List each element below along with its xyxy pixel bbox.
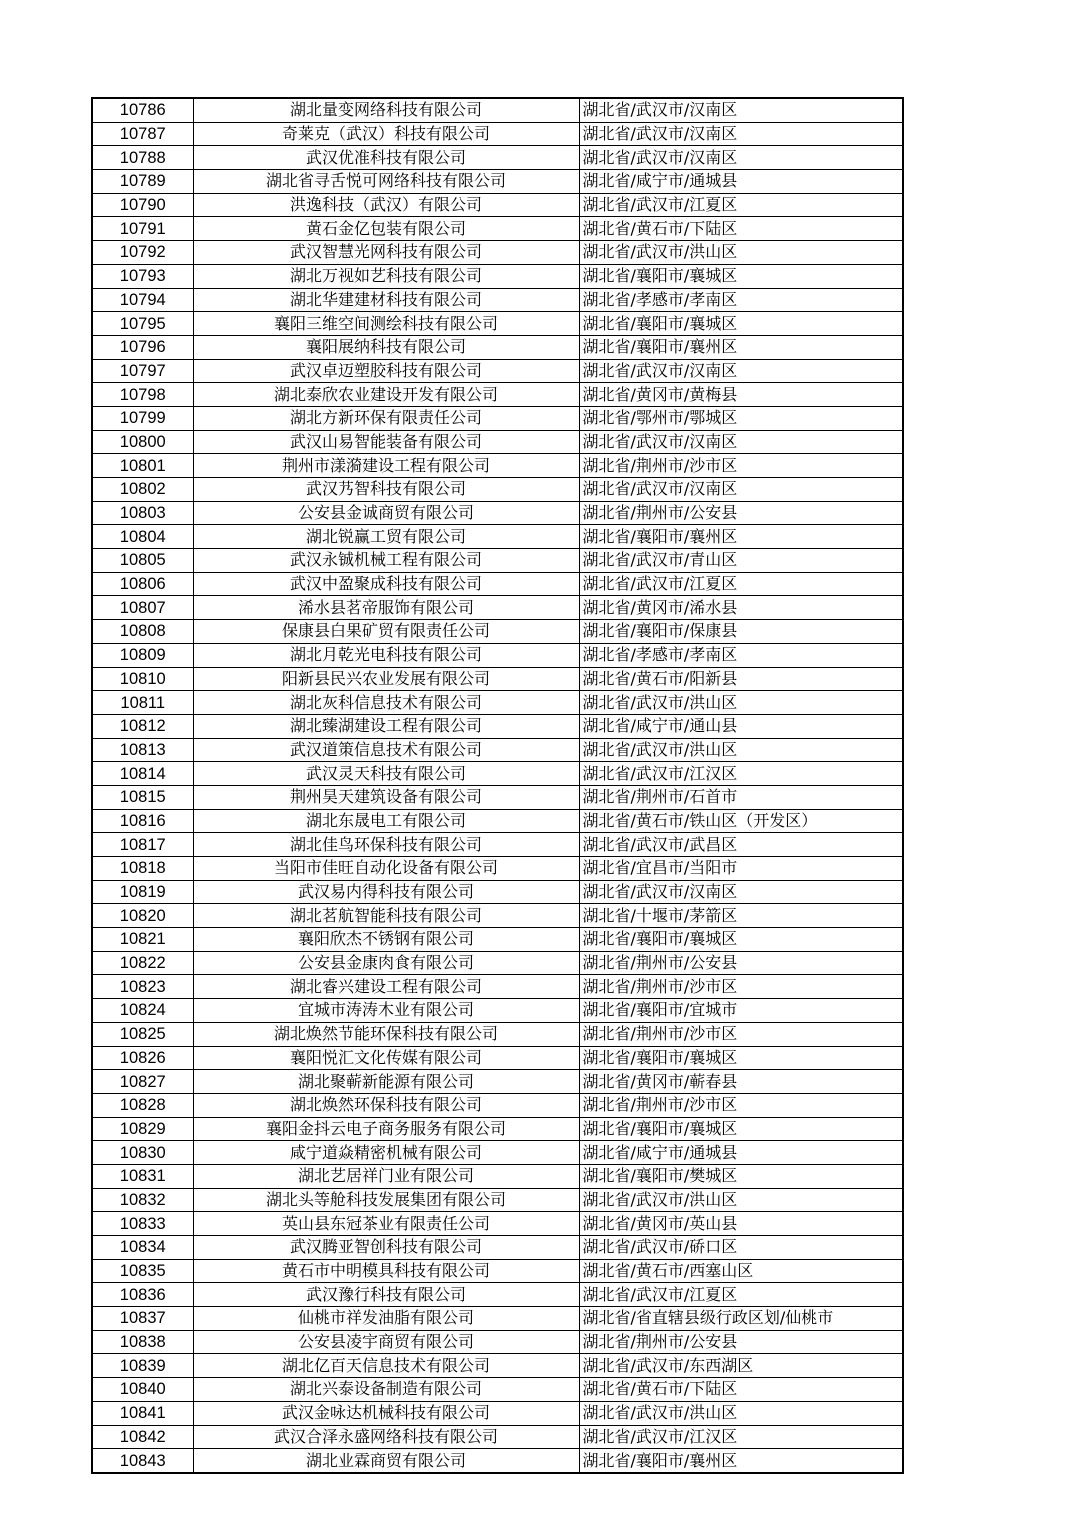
company-name-cell: 湖北月乾光电科技有限公司 — [193, 643, 579, 667]
region-cell: 湖北省/襄阳市/宜城市 — [579, 999, 903, 1023]
row-number-cell: 10834 — [92, 1236, 193, 1260]
table-row — [92, 549, 903, 573]
company-name-cell: 武汉道策信息技术有限公司 — [193, 738, 579, 762]
row-number-cell: 10818 — [92, 857, 193, 881]
region-cell: 湖北省/襄阳市/襄城区 — [579, 1117, 903, 1141]
region-cell: 湖北省/荆州市/沙市区 — [579, 454, 903, 478]
company-name-cell: 湖北方新环保有限责任公司 — [193, 406, 579, 430]
table-row — [92, 1236, 903, 1260]
company-name-cell: 阳新县民兴农业发展有限公司 — [193, 667, 579, 691]
row-number-cell: 10807 — [92, 596, 193, 620]
row-number-cell: 10802 — [92, 478, 193, 502]
region-cell: 湖北省/武汉市/江汉区 — [579, 762, 903, 786]
table-row — [92, 1449, 903, 1473]
row-number-cell: 10832 — [92, 1188, 193, 1212]
row-number-cell: 10796 — [92, 335, 193, 359]
region-cell: 湖北省/武汉市/洪山区 — [579, 1188, 903, 1212]
table-row — [92, 264, 903, 288]
company-name-cell: 湖北东晟电工有限公司 — [193, 809, 579, 833]
table-row — [92, 857, 903, 881]
table-row — [92, 312, 903, 336]
table-row — [92, 620, 903, 644]
row-number-cell: 10786 — [92, 98, 193, 122]
company-name-cell: 武汉中盈聚成科技有限公司 — [193, 572, 579, 596]
region-cell: 湖北省/黄石市/下陆区 — [579, 1378, 903, 1402]
table-row — [92, 122, 903, 146]
table-row — [92, 667, 903, 691]
region-cell: 湖北省/武汉市/汉南区 — [579, 146, 903, 170]
table-row — [92, 1378, 903, 1402]
region-cell: 湖北省/荆州市/公安县 — [579, 1330, 903, 1354]
row-number-cell: 10839 — [92, 1354, 193, 1378]
row-number-cell: 10841 — [92, 1401, 193, 1425]
region-cell: 湖北省/黄石市/铁山区（开发区） — [579, 809, 903, 833]
row-number-cell: 10795 — [92, 312, 193, 336]
company-name-cell: 襄阳欣杰不锈钢有限公司 — [193, 928, 579, 952]
region-cell: 湖北省/襄阳市/襄城区 — [579, 928, 903, 952]
table-row — [92, 1093, 903, 1117]
company-name-cell: 湖北锐赢工贸有限公司 — [193, 525, 579, 549]
region-cell: 湖北省/黄石市/西塞山区 — [579, 1259, 903, 1283]
region-cell: 湖北省/武汉市/硚口区 — [579, 1236, 903, 1260]
company-name-cell: 武汉山易智能装备有限公司 — [193, 430, 579, 454]
region-cell: 湖北省/黄石市/阳新县 — [579, 667, 903, 691]
company-name-cell: 湖北焕然环保科技有限公司 — [193, 1093, 579, 1117]
row-number-cell: 10826 — [92, 1046, 193, 1070]
region-cell: 湖北省/鄂州市/鄂城区 — [579, 406, 903, 430]
row-number-cell: 10819 — [92, 880, 193, 904]
region-cell: 湖北省/武汉市/江夏区 — [579, 1283, 903, 1307]
company-name-cell: 襄阳悦汇文化传媒有限公司 — [193, 1046, 579, 1070]
table-row — [92, 98, 903, 122]
region-cell: 湖北省/黄冈市/英山县 — [579, 1212, 903, 1236]
registry-table-body — [92, 98, 903, 1473]
company-name-cell: 武汉金咏达机械科技有限公司 — [193, 1401, 579, 1425]
table-row — [92, 1188, 903, 1212]
table-row — [92, 928, 903, 952]
table-row — [92, 1046, 903, 1070]
row-number-cell: 10787 — [92, 122, 193, 146]
row-number-cell: 10828 — [92, 1093, 193, 1117]
row-number-cell: 10804 — [92, 525, 193, 549]
company-name-cell: 武汉卓迈塑胶科技有限公司 — [193, 359, 579, 383]
company-name-cell: 湖北佳鸟环保科技有限公司 — [193, 833, 579, 857]
table-row — [92, 809, 903, 833]
table-row — [92, 1022, 903, 1046]
row-number-cell: 10806 — [92, 572, 193, 596]
table-row — [92, 1070, 903, 1094]
row-number-cell: 10831 — [92, 1164, 193, 1188]
row-number-cell: 10799 — [92, 406, 193, 430]
region-cell: 湖北省/黄冈市/浠水县 — [579, 596, 903, 620]
region-cell: 湖北省/武汉市/武昌区 — [579, 833, 903, 857]
company-name-cell: 湖北茗航智能科技有限公司 — [193, 904, 579, 928]
row-number-cell: 10808 — [92, 620, 193, 644]
table-row — [92, 478, 903, 502]
row-number-cell: 10805 — [92, 549, 193, 573]
row-number-cell: 10788 — [92, 146, 193, 170]
company-name-cell: 武汉艿智科技有限公司 — [193, 478, 579, 502]
row-number-cell: 10837 — [92, 1307, 193, 1331]
company-name-cell: 当阳市佳旺自动化设备有限公司 — [193, 857, 579, 881]
row-number-cell: 10830 — [92, 1141, 193, 1165]
company-name-cell: 浠水县茗帝服饰有限公司 — [193, 596, 579, 620]
region-cell: 湖北省/十堰市/茅箭区 — [579, 904, 903, 928]
table-row — [92, 1117, 903, 1141]
table-row — [92, 762, 903, 786]
region-cell: 湖北省/荆州市/沙市区 — [579, 1022, 903, 1046]
table-row — [92, 951, 903, 975]
company-name-cell: 咸宁道焱精密机械有限公司 — [193, 1141, 579, 1165]
company-name-cell: 宜城市涛涛木业有限公司 — [193, 999, 579, 1023]
row-number-cell: 10820 — [92, 904, 193, 928]
row-number-cell: 10810 — [92, 667, 193, 691]
company-name-cell: 武汉优准科技有限公司 — [193, 146, 579, 170]
table-row — [92, 1141, 903, 1165]
table-row — [92, 572, 903, 596]
row-number-cell: 10803 — [92, 501, 193, 525]
company-name-cell: 襄阳展纳科技有限公司 — [193, 335, 579, 359]
company-name-cell: 湖北省寻舌悦可网络科技有限公司 — [193, 170, 579, 194]
table-row — [92, 1354, 903, 1378]
region-cell: 湖北省/武汉市/洪山区 — [579, 738, 903, 762]
region-cell: 湖北省/武汉市/汉南区 — [579, 478, 903, 502]
company-name-cell: 公安县金诚商贸有限公司 — [193, 501, 579, 525]
row-number-cell: 10798 — [92, 383, 193, 407]
region-cell: 湖北省/武汉市/洪山区 — [579, 1401, 903, 1425]
region-cell: 湖北省/咸宁市/通城县 — [579, 170, 903, 194]
row-number-cell: 10821 — [92, 928, 193, 952]
row-number-cell: 10829 — [92, 1117, 193, 1141]
table-row — [92, 1330, 903, 1354]
table-row — [92, 359, 903, 383]
row-number-cell: 10825 — [92, 1022, 193, 1046]
table-row — [92, 288, 903, 312]
region-cell: 湖北省/襄阳市/襄州区 — [579, 1449, 903, 1473]
region-cell: 湖北省/武汉市/洪山区 — [579, 241, 903, 265]
company-name-cell: 湖北臻湖建设工程有限公司 — [193, 714, 579, 738]
table-row — [92, 738, 903, 762]
company-name-cell: 保康县白果矿贸有限责任公司 — [193, 620, 579, 644]
table-row — [92, 1307, 903, 1331]
company-name-cell: 公安县凌宇商贸有限公司 — [193, 1330, 579, 1354]
company-name-cell: 湖北业霖商贸有限公司 — [193, 1449, 579, 1473]
company-name-cell: 湖北兴泰设备制造有限公司 — [193, 1378, 579, 1402]
region-cell: 湖北省/襄阳市/襄州区 — [579, 525, 903, 549]
company-name-cell: 湖北睿兴建设工程有限公司 — [193, 975, 579, 999]
row-number-cell: 10797 — [92, 359, 193, 383]
row-number-cell: 10793 — [92, 264, 193, 288]
row-number-cell: 10822 — [92, 951, 193, 975]
table-row — [92, 335, 903, 359]
region-cell: 湖北省/襄阳市/襄城区 — [579, 312, 903, 336]
company-name-cell: 湖北量变网络科技有限公司 — [193, 98, 579, 122]
table-row — [92, 170, 903, 194]
row-number-cell: 10789 — [92, 170, 193, 194]
row-number-cell: 10835 — [92, 1259, 193, 1283]
region-cell: 湖北省/荆州市/沙市区 — [579, 975, 903, 999]
region-cell: 湖北省/咸宁市/通山县 — [579, 714, 903, 738]
row-number-cell: 10823 — [92, 975, 193, 999]
table-row — [92, 383, 903, 407]
table-row — [92, 1212, 903, 1236]
row-number-cell: 10816 — [92, 809, 193, 833]
company-name-cell: 湖北头等舱科技发展集团有限公司 — [193, 1188, 579, 1212]
region-cell: 湖北省/荆州市/公安县 — [579, 951, 903, 975]
table-row — [92, 217, 903, 241]
region-cell: 湖北省/黄石市/下陆区 — [579, 217, 903, 241]
region-cell: 湖北省/武汉市/汉南区 — [579, 122, 903, 146]
table-row — [92, 691, 903, 715]
region-cell: 湖北省/武汉市/洪山区 — [579, 691, 903, 715]
company-name-cell: 武汉永铖机械工程有限公司 — [193, 549, 579, 573]
row-number-cell: 10843 — [92, 1449, 193, 1473]
table-row — [92, 525, 903, 549]
row-number-cell: 10840 — [92, 1378, 193, 1402]
company-name-cell: 公安县金康肉食有限公司 — [193, 951, 579, 975]
region-cell: 湖北省/孝感市/孝南区 — [579, 643, 903, 667]
table-row — [92, 501, 903, 525]
table-row — [92, 146, 903, 170]
table-row — [92, 643, 903, 667]
company-name-cell: 武汉易内得科技有限公司 — [193, 880, 579, 904]
company-name-cell: 黄石金亿包装有限公司 — [193, 217, 579, 241]
company-name-cell: 湖北灰科信息技术有限公司 — [193, 691, 579, 715]
region-cell: 湖北省/襄阳市/襄城区 — [579, 264, 903, 288]
region-cell: 湖北省/武汉市/汉南区 — [579, 359, 903, 383]
row-number-cell: 10794 — [92, 288, 193, 312]
row-number-cell: 10842 — [92, 1425, 193, 1449]
row-number-cell: 10815 — [92, 785, 193, 809]
region-cell: 湖北省/咸宁市/通城县 — [579, 1141, 903, 1165]
company-name-cell: 荆州昊天建筑设备有限公司 — [193, 785, 579, 809]
row-number-cell: 10812 — [92, 714, 193, 738]
region-cell: 湖北省/孝感市/孝南区 — [579, 288, 903, 312]
region-cell: 湖北省/省直辖县级行政区划/仙桃市 — [579, 1307, 903, 1331]
region-cell: 湖北省/武汉市/江夏区 — [579, 193, 903, 217]
region-cell: 湖北省/襄阳市/樊城区 — [579, 1164, 903, 1188]
table-row — [92, 1283, 903, 1307]
company-name-cell: 武汉合泽永盛网络科技有限公司 — [193, 1425, 579, 1449]
company-registry-table — [91, 97, 904, 1474]
table-row — [92, 430, 903, 454]
company-name-cell: 湖北聚蕲新能源有限公司 — [193, 1070, 579, 1094]
table-row — [92, 1425, 903, 1449]
company-name-cell: 湖北华建建材科技有限公司 — [193, 288, 579, 312]
row-number-cell: 10811 — [92, 691, 193, 715]
region-cell: 湖北省/黄冈市/蕲春县 — [579, 1070, 903, 1094]
table-row — [92, 999, 903, 1023]
table-row — [92, 975, 903, 999]
row-number-cell: 10791 — [92, 217, 193, 241]
row-number-cell: 10813 — [92, 738, 193, 762]
row-number-cell: 10838 — [92, 1330, 193, 1354]
row-number-cell: 10800 — [92, 430, 193, 454]
region-cell: 湖北省/武汉市/青山区 — [579, 549, 903, 573]
table-row — [92, 454, 903, 478]
table-row — [92, 596, 903, 620]
table-row — [92, 785, 903, 809]
region-cell: 湖北省/武汉市/汉南区 — [579, 430, 903, 454]
row-number-cell: 10817 — [92, 833, 193, 857]
company-name-cell: 襄阳金抖云电子商务服务有限公司 — [193, 1117, 579, 1141]
region-cell: 湖北省/襄阳市/保康县 — [579, 620, 903, 644]
row-number-cell: 10836 — [92, 1283, 193, 1307]
company-name-cell: 武汉豫行科技有限公司 — [193, 1283, 579, 1307]
table-row — [92, 904, 903, 928]
company-name-cell: 洪逸科技（武汉）有限公司 — [193, 193, 579, 217]
table-row — [92, 1401, 903, 1425]
company-name-cell: 湖北焕然节能环保科技有限公司 — [193, 1022, 579, 1046]
region-cell: 湖北省/武汉市/江夏区 — [579, 572, 903, 596]
region-cell: 湖北省/武汉市/汉南区 — [579, 98, 903, 122]
region-cell: 湖北省/武汉市/东西湖区 — [579, 1354, 903, 1378]
row-number-cell: 10809 — [92, 643, 193, 667]
table-row — [92, 1164, 903, 1188]
company-name-cell: 湖北亿百天信息技术有限公司 — [193, 1354, 579, 1378]
table-row — [92, 241, 903, 265]
table-row — [92, 1259, 903, 1283]
table-row — [92, 833, 903, 857]
company-name-cell: 奇莱克（武汉）科技有限公司 — [193, 122, 579, 146]
region-cell: 湖北省/荆州市/石首市 — [579, 785, 903, 809]
row-number-cell: 10824 — [92, 999, 193, 1023]
region-cell: 湖北省/襄阳市/襄州区 — [579, 335, 903, 359]
table-row — [92, 193, 903, 217]
company-name-cell: 湖北万视如艺科技有限公司 — [193, 264, 579, 288]
company-name-cell: 荆州市漾漪建设工程有限公司 — [193, 454, 579, 478]
company-name-cell: 武汉智慧光网科技有限公司 — [193, 241, 579, 265]
row-number-cell: 10801 — [92, 454, 193, 478]
company-name-cell: 仙桃市祥发油脂有限公司 — [193, 1307, 579, 1331]
company-name-cell: 湖北艺居祥门业有限公司 — [193, 1164, 579, 1188]
region-cell: 湖北省/荆州市/沙市区 — [579, 1093, 903, 1117]
region-cell: 湖北省/武汉市/江汉区 — [579, 1425, 903, 1449]
region-cell: 湖北省/荆州市/公安县 — [579, 501, 903, 525]
region-cell: 湖北省/黄冈市/黄梅县 — [579, 383, 903, 407]
company-name-cell: 襄阳三维空间测绘科技有限公司 — [193, 312, 579, 336]
row-number-cell: 10833 — [92, 1212, 193, 1236]
region-cell: 湖北省/宜昌市/当阳市 — [579, 857, 903, 881]
table-row — [92, 880, 903, 904]
company-name-cell: 英山县东冠茶业有限责任公司 — [193, 1212, 579, 1236]
table-row — [92, 714, 903, 738]
row-number-cell: 10792 — [92, 241, 193, 265]
row-number-cell: 10790 — [92, 193, 193, 217]
table-row — [92, 406, 903, 430]
row-number-cell: 10827 — [92, 1070, 193, 1094]
company-name-cell: 武汉灵天科技有限公司 — [193, 762, 579, 786]
company-name-cell: 湖北泰欣农业建设开发有限公司 — [193, 383, 579, 407]
region-cell: 湖北省/武汉市/汉南区 — [579, 880, 903, 904]
region-cell: 湖北省/襄阳市/襄城区 — [579, 1046, 903, 1070]
row-number-cell: 10814 — [92, 762, 193, 786]
company-name-cell: 武汉腾亚智创科技有限公司 — [193, 1236, 579, 1260]
company-name-cell: 黄石市中明模具科技有限公司 — [193, 1259, 579, 1283]
